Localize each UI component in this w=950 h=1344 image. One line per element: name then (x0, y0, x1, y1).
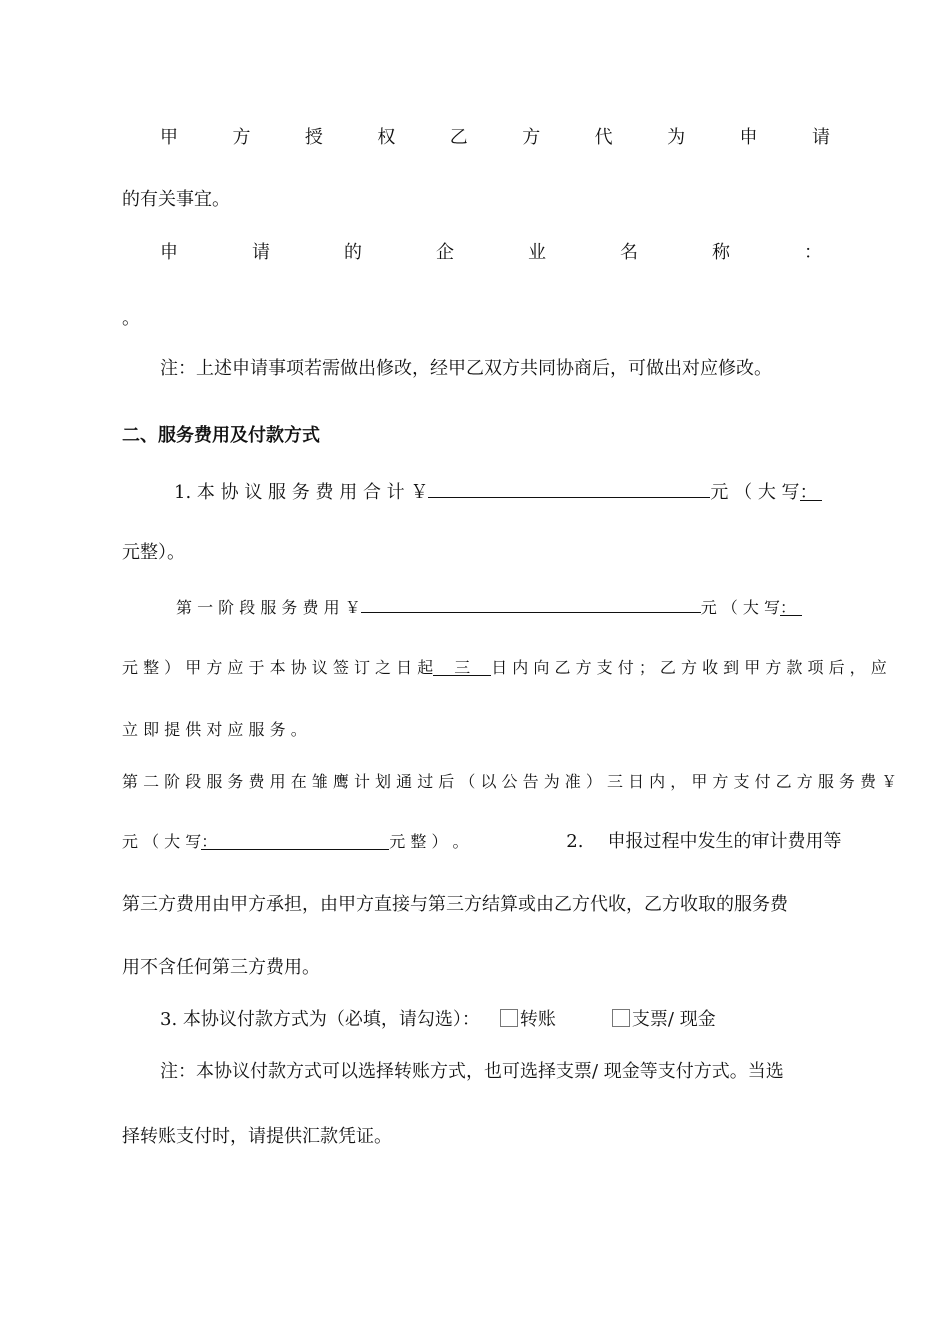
company-name-char: 业 (528, 242, 546, 263)
authorization-char: 乙 (449, 127, 468, 148)
authorization-continuation: 的有关事宜。 (122, 189, 230, 210)
item2-text-start: 申报过程中发生的审计费用等 (607, 831, 842, 852)
stage2-uppercase-blank[interactable]: ： (201, 829, 389, 850)
payment-method-label: 3. 本协议付款方式为（必填，请勾选）： (160, 1009, 480, 1030)
authorization-char: 代 (594, 127, 613, 148)
item2-line3: 用不含任何第三方费用。 (122, 957, 320, 978)
item2-line2: 第三方费用由甲方承担，由甲方直接与第三方结算或由乙方代收，乙方收取的服务费 (122, 894, 788, 915)
company-name-char: 企 (436, 242, 454, 263)
stage1-line (176, 592, 836, 621)
company-name-line (160, 240, 822, 266)
note-modification: 注：上述申请事项若需做出修改，经甲乙双方共同协商后，可做出对应修改。 (160, 358, 772, 379)
authorization-char: 甲 (160, 127, 178, 148)
fee-total-prefix: 1. 本 协 议 服 务 费 用 合 计 ￥ (174, 482, 429, 503)
company-name-char: 申 (160, 242, 178, 263)
company-name-char: 的 (344, 242, 362, 263)
payment-method-line (160, 1007, 870, 1033)
company-name-char: ： (804, 242, 822, 263)
fee-total-suffix: 元 （ 大 写 (710, 482, 800, 503)
fee-total-continuation: 元整）。 (122, 542, 185, 563)
authorization-char: 方 (232, 127, 251, 148)
stage1-line3: 立 即 提 供 对 应 服 务 。 (122, 720, 307, 739)
stage1-prefix: 第 一 阶 段 服 务 费 用 ￥ (176, 598, 361, 617)
stage2-line2 (122, 829, 842, 855)
authorization-line (160, 125, 830, 151)
section-title-fees: 二、服务费用及付款方式 (122, 425, 320, 446)
transfer-checkbox[interactable] (500, 1009, 518, 1027)
company-name-char: 名 (620, 242, 638, 263)
transfer-option-label: 转账 (519, 1009, 556, 1030)
authorization-char: 授 (304, 127, 323, 148)
fee-total-uppercase-blank[interactable]: ： (800, 480, 822, 501)
stage2-line2-suffix: 元 整 ） 。 (389, 832, 469, 851)
stage1-line2-prefix: 元 整 ） 甲 方 应 于 本 协 议 签 订 之 日 起 (122, 658, 434, 677)
stage1-line2-suffix: 日 内 向 乙 方 支 付 ； 乙 方 收 到 甲 方 款 项 后 ， 应 (491, 658, 887, 677)
cheque-cash-option-label: 支票/ 现金 (631, 1009, 716, 1030)
note-payment-line2: 择转账支付时，请提供汇款凭证。 (122, 1126, 392, 1147)
fee-total-line (174, 477, 834, 506)
authorization-char: 权 (377, 127, 396, 148)
stage1-line2 (122, 655, 887, 681)
company-name-char: 称 (712, 242, 730, 263)
stage1-suffix: 元 （ 大 写 (700, 598, 780, 617)
company-name-char: 请 (252, 242, 270, 263)
note-payment-line1: 注：本协议付款方式可以选择转账方式，也可选择支票/ 现金等支付方式。当选 (160, 1061, 784, 1082)
authorization-char: 请 (811, 127, 830, 148)
stage1-days-field[interactable]: 三 (433, 655, 491, 676)
company-name-continuation: 。 (122, 308, 140, 329)
authorization-char: 为 (667, 127, 686, 148)
stage1-amount-blank[interactable] (361, 592, 701, 613)
fee-total-amount-blank[interactable] (428, 477, 710, 498)
cheque-cash-checkbox[interactable] (612, 1009, 630, 1027)
stage1-uppercase-blank[interactable]: ： (780, 595, 802, 616)
authorization-char: 申 (739, 127, 758, 148)
authorization-char: 方 (522, 127, 541, 148)
stage2-line1: 第 二 阶 段 服 务 费 用 在 雏 鹰 计 划 通 过 后 （ 以 公 告 为 准 ） 三 日 内 ， 甲 方 支 付 乙 方 服 务 费 ￥ (122, 772, 898, 791)
stage2-line2-prefix: 元 （ 大 写 (122, 832, 202, 851)
item2-number: 2. (566, 831, 584, 852)
